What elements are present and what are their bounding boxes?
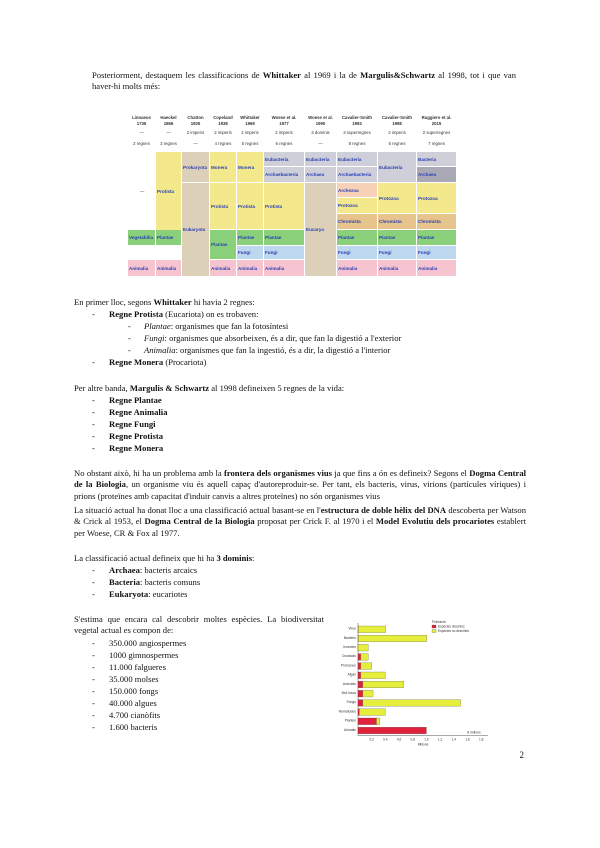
author-level1: 2 imperis [186,130,205,135]
animalia-cell-haeckel: Animalia [156,260,181,276]
author-level2: — [193,141,198,146]
bold-term: Model Evolutiu dels procariotes [375,516,495,527]
bold-term: Dogma Central de la Biologia [144,516,255,527]
category-label: Protozous [340,663,356,668]
author-name: Woese et al. [271,115,297,120]
text: 1.600 bacteris [109,722,158,732]
bar-described [358,681,363,688]
label: Regne Plantae [109,395,162,405]
margulis-name: Margulis&Schwartz [360,70,436,80]
animalia-cell-copeland: Animalia [210,260,236,276]
chromista-cell-2015: Chromista [417,214,456,229]
text: descoberta per Watson & Crick al 1953, el [74,505,526,527]
author-level1: 3 dominis [311,130,330,135]
text: : organismes que absorbeixen, és a dir, que fan la digestió a l'exterior [164,333,402,343]
author-level1: 2 superregnes [422,130,451,135]
category-label: Animals [343,727,356,732]
bar-described [358,663,361,670]
x-axis-label: Milions [417,742,429,747]
bar-described [358,700,363,707]
text: (Procariota) [163,357,207,367]
term: Fungi [144,333,165,343]
author-year: 1735 [136,121,147,126]
bar-undescribed [363,700,461,707]
protozoa-cell-1998: Protozoa [378,183,416,213]
author-year: 1925 [190,121,201,126]
legend-label: Espècies no descrites [438,629,470,634]
x-tick-label: 0,8 [410,737,415,742]
author-level2: 3 regnes [160,141,177,146]
label: Regne Animalia [109,407,168,417]
chromista-cell-1998: Chromista [378,214,416,229]
author-year: 1938 [218,121,228,126]
category-label: Crustacis [341,654,356,659]
text: : bacteris arcaics [139,565,198,575]
author: Margulis & Schwartz [129,383,210,393]
text: La classificació actual defineix que hi ha [74,553,217,563]
bar-undescribed [361,663,372,670]
text: Per altre banda, [74,383,130,393]
term: Plantae [144,321,171,331]
category-label: Algas [347,672,356,677]
text: : organismes que fan la fotosíntesi [170,321,289,331]
text: (Eucariota) on es trobaven: [163,309,259,319]
author-level2: 8 regnes [348,141,366,146]
bar-undescribed [358,626,385,633]
author-year: 1990 [315,121,326,126]
bold-term: frontera dels organismes vius [223,468,332,478]
bold-term: Dogma Central de la Biologia [74,468,526,490]
author-level1: 3 superregnes [343,130,371,135]
animalia-cell-2015: Animalia [417,260,456,276]
plantae-cell-haeckel: Plantae [156,230,181,245]
label: Regne Protista [109,431,164,441]
protozoa-cell-1993: Protozoa [337,198,377,213]
bar-undescribed [376,718,379,725]
dna-paragraph [74,505,526,539]
author-year: 2015 [431,121,442,126]
chromista-cell-1993: Chromista [337,214,377,229]
x-tick-label: 1,6 [465,737,470,742]
intro-text: Posteriorment, destaquem les classificacions de [92,70,263,80]
bar-described [358,709,359,716]
author-level1: 2 imperis [214,130,232,135]
bar-undescribed [361,672,386,679]
fungi-cell-whittaker: Fungi [237,246,263,259]
author: Whittaker [153,297,192,307]
eubacteria-cell-1993: Eubacteria [337,152,377,166]
frontier-paragraph [74,468,526,502]
x-tick-label: 0,6 [396,737,402,742]
prokaryota-cell: Prokaryota [182,152,209,182]
intro-text-end: al 1998, tot i que van haver-hi molts més: [92,70,516,92]
fungi-cell-2015: Fungi [417,246,456,259]
species-paragraph: S'estima que encara cal descobrir moltes espècies. La biodiversitat vegetal actual es compon de: [74,614,324,636]
bar-undescribed [361,654,369,661]
eucarya-cell-1990: Eucarya [305,183,336,276]
animalia-cell-whittaker: Animalia [237,260,263,276]
text: : eucariotes [148,589,188,599]
protozoa-cell-2015: Protozoa [417,183,456,213]
animalia-cell-1998: Animalia [378,260,416,276]
whittaker-paragraph [74,297,514,308]
domains-paragraph [74,553,514,564]
author-name: Chatton [187,115,204,120]
animalia-cell-linnaeus: Animalia [128,260,155,276]
whittaker-name: Whittaker [262,70,301,80]
margulis-paragraph [74,383,514,394]
protista-cell-copeland: Protista [210,183,236,229]
author-level2: 7 regnes [428,141,445,146]
vegetabilia-cell: Vegetabilia [128,230,155,245]
label: Regne Protista [109,309,164,319]
archezoa-cell-1993: Archezoa [337,183,377,197]
intro-text-mid: al 1969 i la de [300,70,361,80]
text: establert per Woese, CR & Fox al 1977. [74,516,526,538]
author-year: 1969 [245,121,255,126]
author-name: Whittaker [240,115,260,120]
text: 40.000 algues [109,698,157,708]
author-level1: — [166,130,171,135]
author-year: 1866 [163,121,174,126]
category-label: Bacteris [343,635,356,640]
text: No obstant això, hi ha un problema amb la [74,468,224,478]
author-name: Woese et al. [308,115,333,120]
category-label: Mol·luscs [341,691,356,695]
animalia-cell-1993: Animalia [337,260,377,276]
text: En primer lloc, segons [74,297,154,307]
eubacteria-cell-1977: Eubacteria [264,152,304,166]
protista-cell-whittaker: Protista [237,183,263,229]
bar-undescribed [363,681,404,688]
x-tick-label: 1,8 [478,737,484,742]
text: 11.000 falgueres [109,662,166,672]
label: Eukaryota [109,589,149,599]
label: Regne Fungi [109,419,156,429]
x-tick-label: 1,4 [451,737,457,742]
text: 35.000 molses [109,674,159,684]
plantae-cell-1977: Plantae [264,230,304,245]
text: : [252,553,255,563]
page-number: 2 [519,750,524,760]
author-name: Ruggiero et al. [421,115,452,120]
bar-described [358,690,363,697]
fungi-cell-1998: Fungi [378,246,416,259]
bar-undescribed [359,709,385,716]
bar-described [358,718,376,725]
text: , un organisme viu és aquell capaç d'autoreproduir-se. Per tant, els bacteris, virus, virions (partícules víriques) i prions (proteïnes amb capacitat d'induir canvis a altres proteïnes) no són organismes vius [74,479,526,501]
legend-swatch [432,625,436,628]
bar-described [358,654,361,661]
text: 150.000 fongs [109,686,159,696]
author-level1: — [139,130,144,135]
author-name: Linnaeus [132,115,151,120]
label: Regne Monera [109,443,164,453]
text: : organismes que fan la ingestió, és a dir, la digestió a l'interior [175,345,391,355]
linnaeus-empty: — [139,188,145,194]
species-chart [336,617,502,751]
plantae-cell-1993: Plantae [337,230,377,245]
text: ja que fins a ón es defineix? Segons el [332,468,470,478]
archaebacteria-cell-1993: Archaebacteria [337,167,377,182]
author-level1: 2 imperis [388,130,406,135]
category-label: Aràcnids [342,681,356,686]
fungi-cell-1977: Fungi [264,246,304,259]
text: hi havia 2 regnes: [191,297,255,307]
text: La situació actual ha donat lloc a una classificació actual basant-se en l' [74,505,321,515]
bacteria-cell-2015: Bacteria [417,152,456,166]
author-level2: — [318,141,323,146]
text: : bacteris comuns [140,577,201,587]
legend-title: Població [432,620,446,624]
category-label: Nematodes [338,709,356,714]
archaebacteria-cell-1977: Archaebacteria [264,167,304,182]
text: 350.000 angiospermes [109,638,187,648]
term: Animalia [144,345,176,355]
bold-term: 3 dominis [216,553,253,563]
bacteria-cell-1998: Eubacteria [378,152,416,182]
animalia-cell-1977: Animalia [264,260,304,276]
bar-undescribed [363,690,373,697]
author-level1: 2 imperis [275,130,293,135]
bold-term: estructura de doble hèlix del DNA [320,505,447,515]
plantae-cell-1998: Plantae [378,230,416,245]
author-name: Cavalier-Smith [381,115,413,120]
author-year: 1977 [279,121,289,126]
author-level1: 2 imperis [241,130,259,135]
author-year: 1993 [352,121,362,126]
bar-described [358,672,361,679]
label: Regne Monera [109,357,164,367]
protista-cell-haeckel: Protista [156,152,181,230]
author-name: Cavalier-Smith [341,115,373,120]
author-level2: 6 regnes [388,141,406,146]
author-level2: 5 regnes [241,141,259,146]
archaea-cell-2015: Archaea [417,167,456,182]
eukaryota-cell: Eukaryota [182,183,209,276]
author-year: 1998 [392,121,402,126]
category-label: Plantes [344,718,356,723]
x-tick-label: 1,0 [424,737,429,742]
x-tick-label: 1,2 [437,737,443,742]
protista-cell-1977: Protista [264,183,304,229]
classification-table [128,114,458,276]
author-level2: 2 regnes [133,141,150,146]
text: 1000 gimnospermes [109,650,179,660]
author-level2: 4 regnes [214,141,232,146]
fungi-cell-1993: Fungi [337,246,377,259]
label: Bacteria [109,577,141,587]
monera-cell-copeland: Monera [210,152,236,182]
plantae-cell-2015: Plantae [417,230,456,245]
text: al 1998 defineixen 5 regnes de la vida: [209,383,345,393]
text: proposat per Crick F. al 1970 i el [254,516,376,527]
bacteria-cell-1990: Eubacteria [305,152,336,166]
label: Archaea [109,565,140,575]
author-name: Copeland [213,115,233,120]
intro-paragraph [92,70,516,93]
category-label: Virus [348,626,356,631]
chart-annotation: 8 milions [467,730,481,735]
bar-undescribed [358,644,368,651]
plantae-cell-copeland: Plantae [210,230,236,259]
category-label: Fongs [346,700,356,705]
author-name: Haeckel [160,115,177,120]
bar-described [358,727,426,734]
author-level2: 6 regnes [275,141,293,146]
category-label: Insectes [343,645,356,649]
bar-undescribed [358,635,426,642]
x-tick-label: 0,4 [383,737,388,742]
legend-label: Espècies descrites [438,624,465,629]
archaea-cell-1990: Archaea [305,167,336,182]
legend-swatch [432,630,436,633]
monera-cell-whittaker: Monera [237,152,263,182]
x-tick-label: 0,2 [369,737,374,742]
text: 4.700 cianòfits [109,710,161,720]
plantae-cell-whittaker: Plantae [237,230,263,245]
